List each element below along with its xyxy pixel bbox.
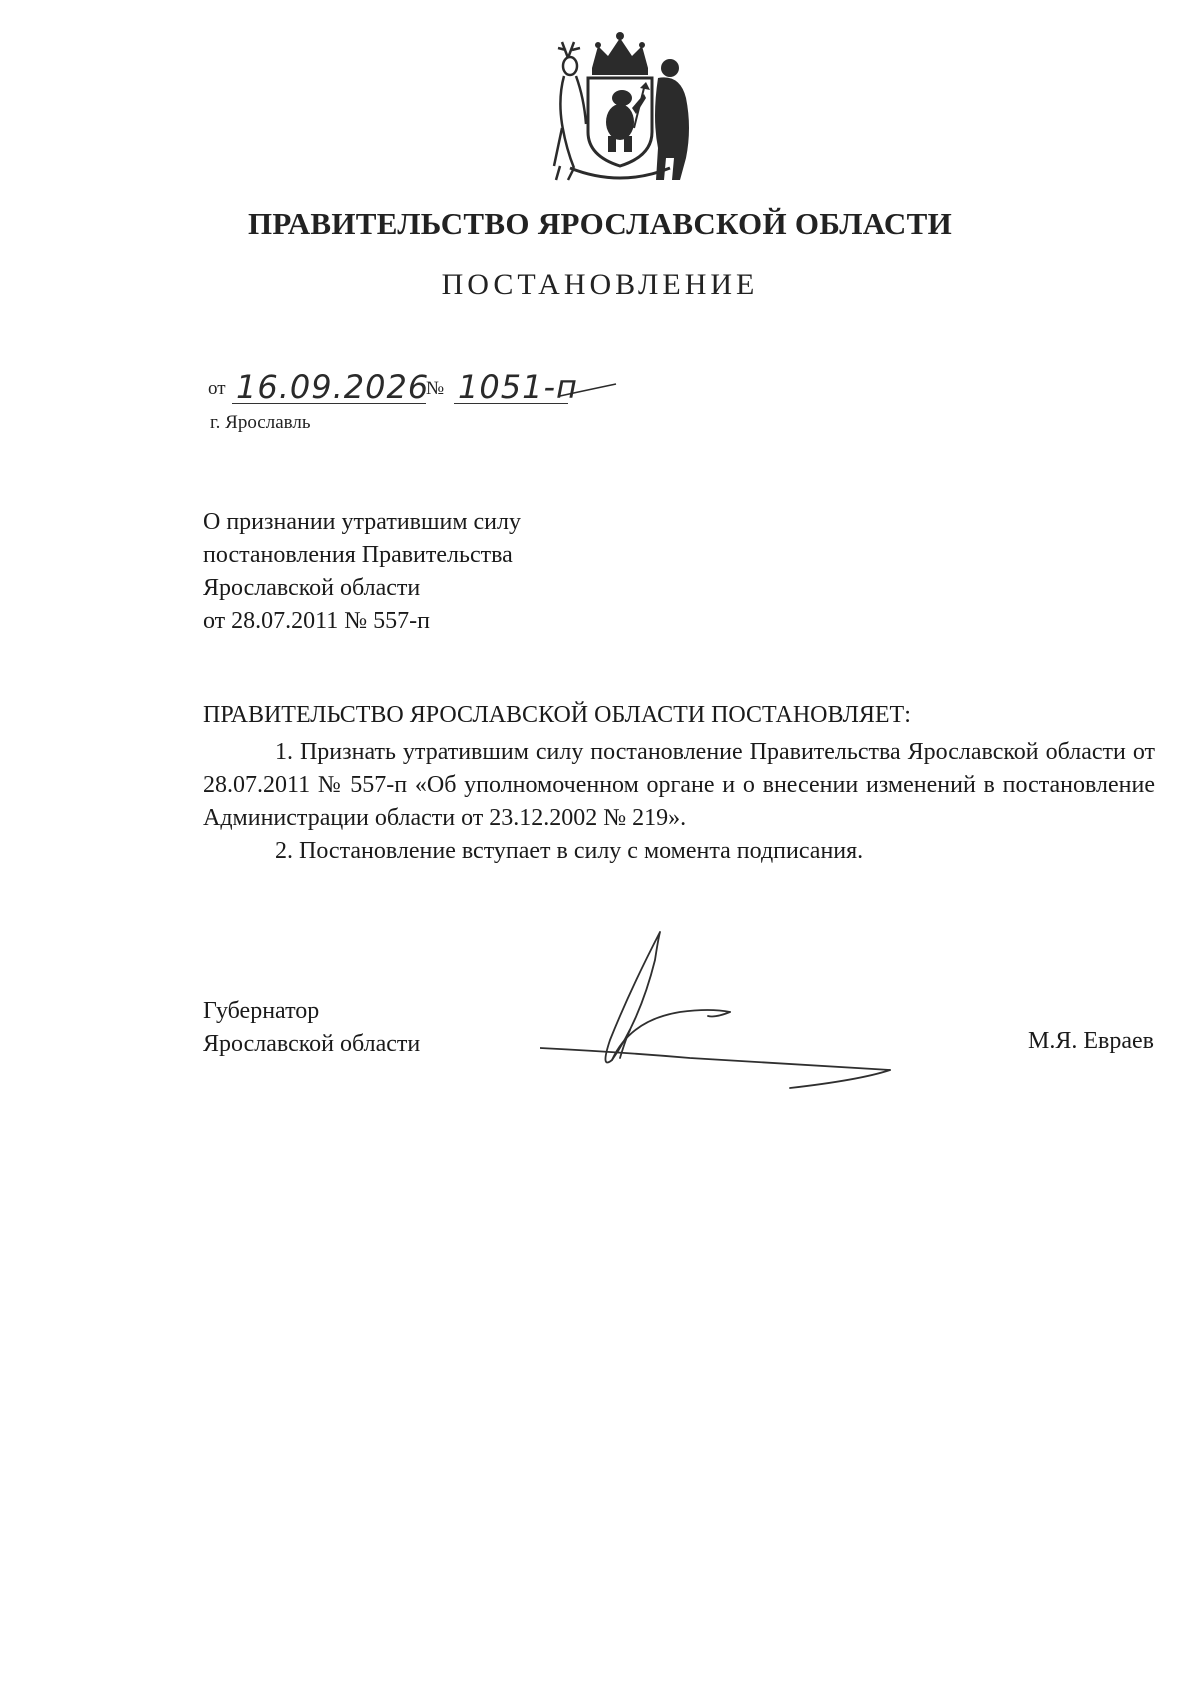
document-subject — [203, 506, 521, 638]
resolution-item: 1. Признать утратившим силу постановление Правительства Ярославской области от 28.07.2011 № 557-п «Об уполномоченном органе и о внесении изменений в постановление Администрации области от 23.12.2002 № 219». — [203, 739, 1155, 831]
signer-position — [203, 995, 420, 1061]
subject-line: Ярославской области — [203, 575, 421, 601]
subject-line: постановления Правительства — [203, 542, 513, 568]
coat-of-arms-icon — [540, 28, 700, 186]
handwritten-number: 1051-п — [458, 368, 578, 406]
subject-line: от 28.07.2011 № 557-п — [203, 608, 431, 634]
number-prefix: № — [426, 378, 445, 399]
preamble: ПРАВИТЕЛЬСТВО ЯРОСЛАВСКОЙ ОБЛАСТИ ПОСТАНОВЛЯЕТ: — [203, 702, 911, 728]
organization-title: ПРАВИТЕЛЬСТВО ЯРОСЛАВСКОЙ ОБЛАСТИ — [248, 206, 952, 241]
subject-line: О признании утратившим силу — [203, 509, 521, 535]
date-prefix: от — [208, 378, 226, 399]
document-type: ПОСТАНОВЛЕНИЕ — [441, 268, 759, 301]
resolution-body — [203, 736, 1155, 868]
city: г. Ярославль — [210, 412, 311, 433]
signer-position-line: Ярославской области — [203, 1031, 421, 1057]
signer-name: М.Я. Евраев — [1028, 1028, 1154, 1054]
registration-line — [208, 364, 628, 412]
resolution-item: 2. Постановление вступает в силу с момента подписания. — [275, 838, 864, 864]
handwritten-signature-icon — [540, 920, 910, 1100]
handwritten-date: 16.09.2026 — [236, 368, 430, 406]
handwriting-tail-icon — [558, 382, 618, 402]
signer-position-line: Губернатор — [203, 998, 320, 1024]
